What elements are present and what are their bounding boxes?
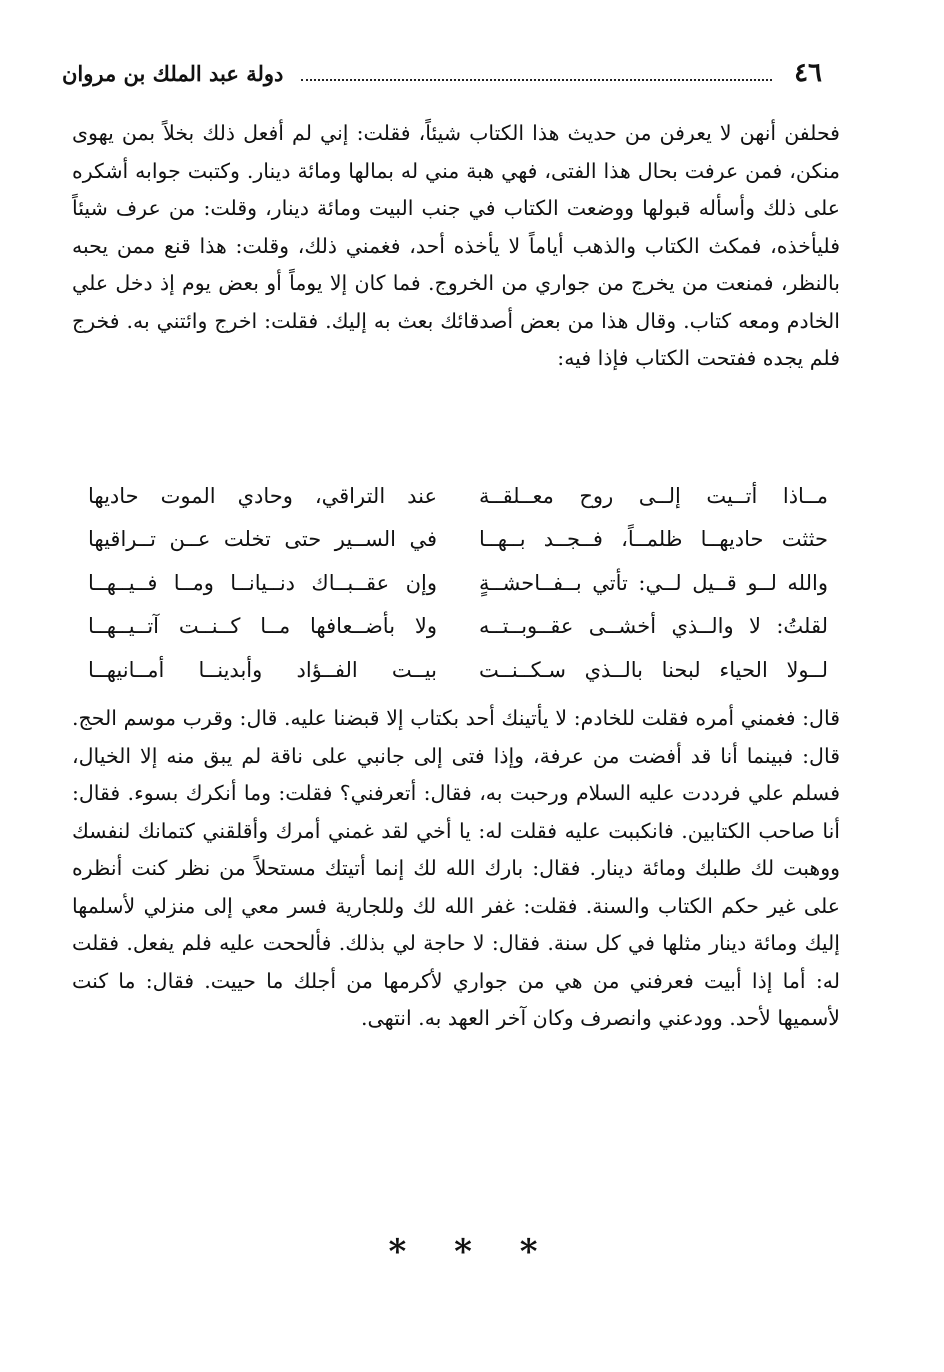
verse-second-hemistich: وإن عقــبــاك دنــيانــا ومــا فــيــهــا [88,570,437,595]
verse-first-hemistich: لقلتُ: لا والــذي أخشــى عقــوبــتــه [479,614,828,639]
poem [88,474,828,692]
verse-second-hemistich: في الســير حتى تخلت عــن تــراقيها [88,527,437,552]
section-end-asterisks: * * * [388,1232,556,1272]
verse-second-hemistich: بيــت الفــؤاد وأبدينــا أمــانيهــا [88,657,437,682]
verse-second-hemistich: ولا بأضــعافها مــا كــنــت آتــيــهــا [88,614,437,639]
paragraph-intro: فحلفن أنهن لا يعرفن من حديث هذا الكتاب شيئاً، فقلت: إني لم أفعل ذلك بخلاً بمن يهوى منكن، فمن عرفت بحال هذا الفتى، فهي هبة مني له بمالها ومائة دينار. وكتبت جوابه أشكره على ذلك وأسأله قبولها ووضعت الكتاب في جنب البيت ومائة دينار، وقلت: من عرف شيئاً فليأخذه، فمكث الكتاب والذهب أياماً لا يأخذه أحد، فغمني ذلك، وقلت: هذا قنع ممن يحبه بالنظر، فمنعت من يخرج من جواري من الخروج. فما كان إلا يوماً أو بعض يوم إذ دخل علي الخادم ومعه كتاب. وقال هذا من بعض أصدقائك بعث به إليك. فقلت: اخرج وائتني به. فخرج فلم يجده ففتحت الكتاب فإذا فيه: [72,121,840,370]
poem-verse [88,605,828,649]
verse-first-hemistich: والله لــو قــيل لــي: تأتي بــفــاحشــةٍ [479,570,828,595]
page-header [62,58,822,92]
paragraph-story: قال: فغمني أمره فقلت للخادم: لا يأتينك أحد بكتاب إلا قبضنا عليه. قال: وقرب موسم الحج. قال: فبينما أنا قد أفضت من عرفة، وإذا فتى إلى جانبي على ناقة لم يبق منه إلا الخيال، فسلم علي فرددت عليه السلام ورحبت به، فقال: أتعرفني؟ فقلت: وما أنكرك بسوء. فقال: أنا صاحب الكتابين. فانكببت عليه فقلت له: يا أخي لقد غمني أمرك وأقلقني كتمانك لنفسك ووهبت لك طلبك ومائة دينار. فقال: بارك الله لك إنما أتيتك مستحلاً من نظر كنت أنظره على غير حكم الكتاب والسنة. فقلت: غفر الله لك وللجارية فسر معي إلى منزلي لأسلمها إليك ومائة دينار مثلها في كل سنة. فقال: لا حاجة لي بذلك. فألححت عليه فلم يفعل. فقلت له: أما إذا أبيت فعرفني من هي من جواري لأكرمها من أجلك ما حييت. فقال: ما كنت لأسميها لأحد. وودعني وانصرف وكان آخر العهد به. انتهى. [72,706,840,1030]
verse-second-hemistich: عند التراقي، وحادي الموت حاديها [88,483,437,508]
poem-verse [88,648,828,692]
poem-verse [88,474,828,518]
poem-verse [88,561,828,605]
poem-verse [88,518,828,562]
header-dotted-leader [301,61,772,81]
verse-first-hemistich: مــاذا أتــيت إلــى روح معــلقــة [479,483,828,508]
verse-first-hemistich: حثثت حاديهــا ظلمــاً، فــجــد بــهــا [479,527,828,552]
verse-first-hemistich: لــولا الحياء لبحنا بالــذي سـكــنــت [479,657,828,682]
page-number: ٤٦ [794,58,822,88]
running-title: دولة عبد الملك بن مروان [62,61,284,86]
